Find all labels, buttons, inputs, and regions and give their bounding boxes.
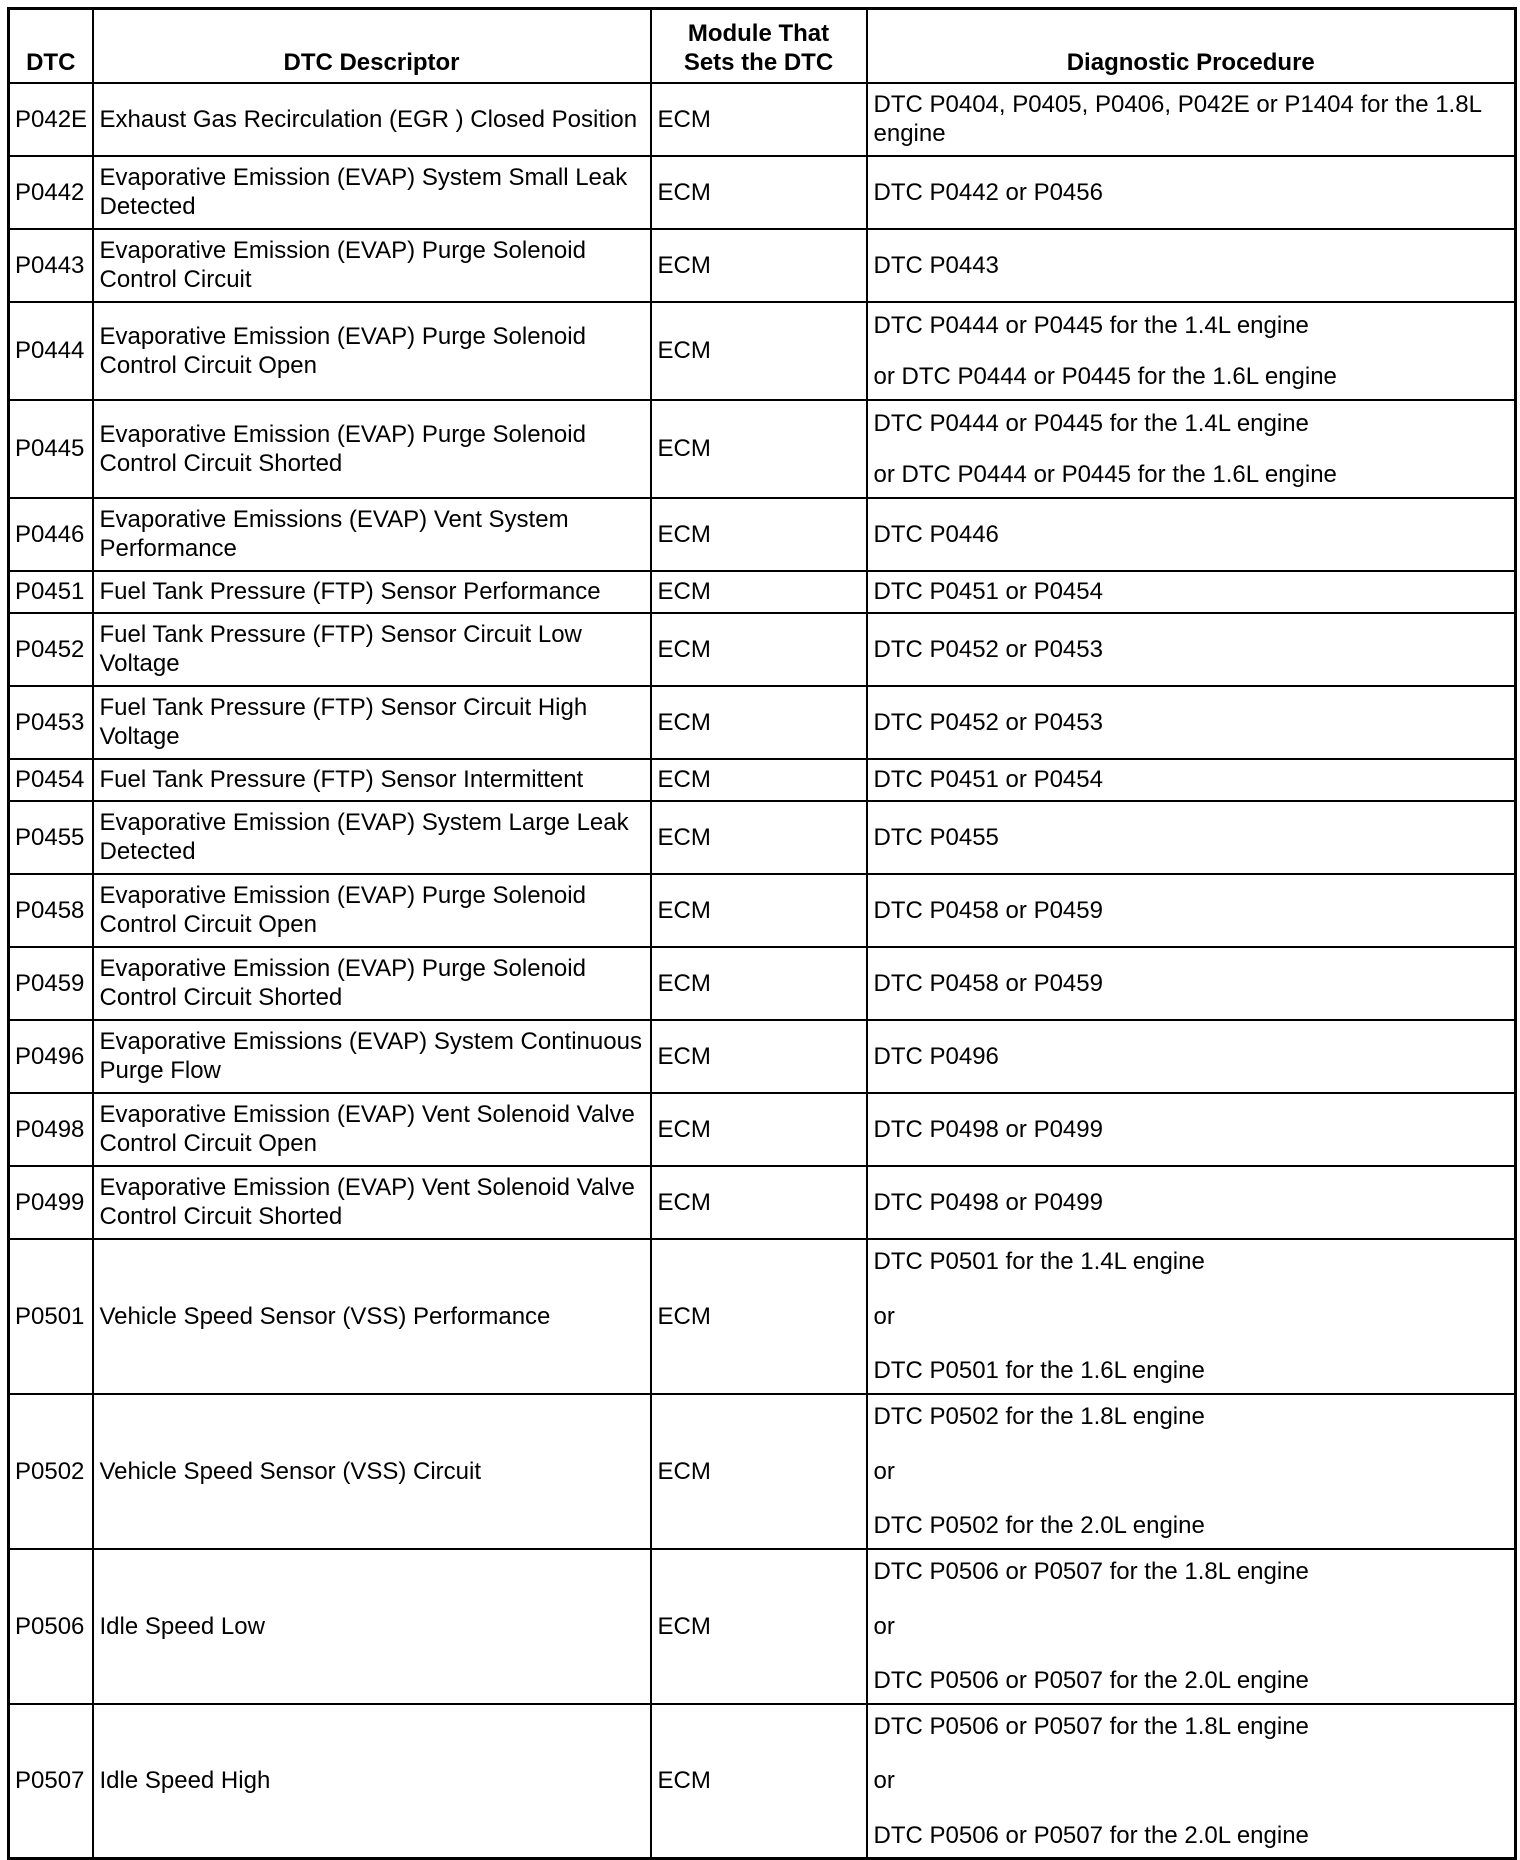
cell-module: ECM bbox=[651, 759, 867, 801]
cell-dtc-code: P0445 bbox=[9, 400, 93, 498]
cell-diagnostic-procedure bbox=[867, 1166, 1516, 1239]
table-row bbox=[9, 759, 1516, 801]
cell-dtc-descriptor: Evaporative Emissions (EVAP) System Continuous Purge Flow bbox=[93, 1020, 651, 1093]
cell-module: ECM bbox=[651, 156, 867, 229]
dtc-table bbox=[7, 7, 1517, 1860]
cell-dtc-code: P0459 bbox=[9, 947, 93, 1020]
procedure-line: DTC P0496 bbox=[873, 1042, 999, 1070]
procedure-lines bbox=[874, 1712, 1509, 1850]
procedure-lines bbox=[874, 251, 1509, 280]
procedure-lines bbox=[874, 178, 1509, 207]
procedure-line: or DTC P0444 or P0445 for the 1.6L engine bbox=[873, 460, 1337, 488]
cell-diagnostic-procedure bbox=[867, 83, 1516, 156]
table-row bbox=[9, 1394, 1516, 1549]
procedure-line: or bbox=[873, 1767, 895, 1795]
cell-dtc-descriptor: Evaporative Emission (EVAP) Purge Solenoid Control Circuit Open bbox=[93, 874, 651, 947]
cell-module: ECM bbox=[651, 571, 867, 613]
procedure-line: DTC P0455 bbox=[873, 823, 999, 851]
cell-module: ECM bbox=[651, 1394, 867, 1549]
procedure-line: DTC P0506 or P0507 for the 1.8L engine bbox=[873, 1712, 1309, 1740]
cell-dtc-descriptor: Fuel Tank Pressure (FTP) Sensor Circuit High Voltage bbox=[93, 686, 651, 759]
procedure-lines bbox=[874, 896, 1509, 925]
cell-module: ECM bbox=[651, 947, 867, 1020]
table-row bbox=[9, 498, 1516, 571]
procedure-lines bbox=[874, 520, 1509, 549]
procedure-line: DTC P0458 or P0459 bbox=[873, 896, 1103, 924]
cell-dtc-code: P042E bbox=[9, 83, 93, 156]
header-module-line-1: Module That bbox=[687, 19, 830, 47]
cell-module: ECM bbox=[651, 1020, 867, 1093]
cell-dtc-descriptor: Idle Speed High bbox=[93, 1704, 651, 1859]
cell-dtc-code: P0455 bbox=[9, 801, 93, 874]
table-header bbox=[9, 9, 1516, 83]
procedure-line: DTC P0442 or P0456 bbox=[873, 178, 1103, 206]
cell-diagnostic-procedure bbox=[867, 400, 1516, 498]
cell-dtc-code: P0502 bbox=[9, 1394, 93, 1549]
table-row bbox=[9, 1166, 1516, 1239]
table-row bbox=[9, 1093, 1516, 1166]
procedure-line: DTC P0506 or P0507 for the 2.0L engine bbox=[873, 1821, 1309, 1849]
header-row bbox=[9, 9, 1516, 83]
procedure-lines bbox=[874, 1247, 1509, 1385]
cell-diagnostic-procedure bbox=[867, 156, 1516, 229]
procedure-line: DTC P0443 bbox=[873, 251, 999, 279]
procedure-line: DTC P0502 for the 2.0L engine bbox=[873, 1512, 1205, 1539]
cell-dtc-descriptor: Fuel Tank Pressure (FTP) Sensor Performance bbox=[93, 571, 651, 613]
cell-dtc-descriptor: Evaporative Emission (EVAP) Purge Solenoid Control Circuit Shorted bbox=[93, 947, 651, 1020]
cell-dtc-descriptor: Vehicle Speed Sensor (VSS) Performance bbox=[93, 1239, 651, 1394]
cell-dtc-code: P0499 bbox=[9, 1166, 93, 1239]
cell-module: ECM bbox=[651, 498, 867, 571]
cell-dtc-descriptor: Evaporative Emission (EVAP) Purge Solenoid Control Circuit Open bbox=[93, 302, 651, 400]
cell-dtc-code: P0458 bbox=[9, 874, 93, 947]
cell-diagnostic-procedure bbox=[867, 801, 1516, 874]
table-row bbox=[9, 801, 1516, 874]
header-module bbox=[651, 9, 867, 83]
procedure-line: DTC P0506 or P0507 for the 1.8L engine bbox=[873, 1558, 1309, 1585]
cell-module: ECM bbox=[651, 801, 867, 874]
cell-dtc-code: P0446 bbox=[9, 498, 93, 571]
procedure-lines bbox=[874, 823, 1509, 852]
cell-module: ECM bbox=[651, 874, 867, 947]
procedure-lines bbox=[874, 1042, 1509, 1071]
procedure-line: DTC P0446 bbox=[873, 520, 999, 548]
procedure-lines bbox=[874, 1188, 1509, 1217]
header-descriptor: DTC Descriptor bbox=[93, 9, 651, 83]
cell-diagnostic-procedure bbox=[867, 1020, 1516, 1093]
cell-diagnostic-procedure bbox=[867, 571, 1516, 613]
cell-dtc-code: P0444 bbox=[9, 302, 93, 400]
procedure-lines bbox=[874, 311, 1509, 391]
cell-dtc-code: P0442 bbox=[9, 156, 93, 229]
procedure-line: or bbox=[873, 1612, 895, 1640]
table-row bbox=[9, 874, 1516, 947]
procedure-line: DTC P0444 or P0445 for the 1.4L engine bbox=[873, 409, 1309, 437]
procedure-line: or bbox=[873, 1302, 895, 1330]
cell-dtc-descriptor: Evaporative Emission (EVAP) System Large Leak Detected bbox=[93, 801, 651, 874]
cell-dtc-descriptor: Evaporative Emission (EVAP) System Small Leak Detected bbox=[93, 156, 651, 229]
cell-diagnostic-procedure bbox=[867, 498, 1516, 571]
cell-dtc-code: P0496 bbox=[9, 1020, 93, 1093]
procedure-line: DTC P0501 for the 1.4L engine bbox=[873, 1248, 1205, 1275]
procedure-lines bbox=[874, 708, 1509, 737]
procedure-line: DTC P0451 or P0454 bbox=[873, 578, 1103, 605]
procedure-line: DTC P0458 or P0459 bbox=[873, 969, 1103, 997]
cell-dtc-code: P0506 bbox=[9, 1549, 93, 1704]
cell-dtc-descriptor: Vehicle Speed Sensor (VSS) Circuit bbox=[93, 1394, 651, 1549]
table-row bbox=[9, 1704, 1516, 1859]
table-row bbox=[9, 1549, 1516, 1704]
cell-dtc-descriptor: Exhaust Gas Recirculation (EGR ) Closed Position bbox=[93, 83, 651, 156]
cell-diagnostic-procedure bbox=[867, 947, 1516, 1020]
table-row bbox=[9, 229, 1516, 302]
cell-module: ECM bbox=[651, 229, 867, 302]
header-dtc: DTC bbox=[9, 9, 93, 83]
cell-diagnostic-procedure bbox=[867, 1394, 1516, 1549]
procedure-line: DTC P0404, P0405, P0406, P042E or P1404 for the 1.8L engine bbox=[873, 91, 1482, 147]
cell-dtc-descriptor: Evaporative Emission (EVAP) Purge Solenoid Control Circuit Shorted bbox=[93, 400, 651, 498]
cell-module: ECM bbox=[651, 83, 867, 156]
header-procedure: Diagnostic Procedure bbox=[867, 9, 1516, 83]
cell-module: ECM bbox=[651, 613, 867, 686]
table-row bbox=[9, 400, 1516, 498]
cell-diagnostic-procedure bbox=[867, 686, 1516, 759]
cell-dtc-code: P0454 bbox=[9, 759, 93, 801]
cell-diagnostic-procedure bbox=[867, 229, 1516, 302]
procedure-line: DTC P0502 for the 1.8L engine bbox=[873, 1403, 1205, 1430]
procedure-line: DTC P0506 or P0507 for the 2.0L engine bbox=[873, 1667, 1309, 1694]
cell-diagnostic-procedure bbox=[867, 1239, 1516, 1394]
cell-dtc-code: P0501 bbox=[9, 1239, 93, 1394]
cell-dtc-descriptor: Fuel Tank Pressure (FTP) Sensor Intermittent bbox=[93, 759, 651, 801]
procedure-line: DTC P0498 or P0499 bbox=[873, 1115, 1103, 1143]
procedure-line: DTC P0451 or P0454 bbox=[873, 766, 1103, 793]
cell-module: ECM bbox=[651, 1093, 867, 1166]
cell-dtc-code: P0498 bbox=[9, 1093, 93, 1166]
cell-dtc-descriptor: Evaporative Emissions (EVAP) Vent System Performance bbox=[93, 498, 651, 571]
procedure-lines bbox=[874, 1402, 1509, 1540]
cell-dtc-code: P0453 bbox=[9, 686, 93, 759]
cell-module: ECM bbox=[651, 1704, 867, 1859]
procedure-lines bbox=[874, 90, 1509, 148]
cell-dtc-code: P0443 bbox=[9, 229, 93, 302]
table-row bbox=[9, 302, 1516, 400]
cell-module: ECM bbox=[651, 1549, 867, 1704]
cell-dtc-descriptor: Fuel Tank Pressure (FTP) Sensor Circuit Low Voltage bbox=[93, 613, 651, 686]
table-row bbox=[9, 83, 1516, 156]
procedure-lines bbox=[874, 1557, 1509, 1695]
procedure-lines bbox=[874, 765, 1509, 794]
cell-dtc-descriptor: Evaporative Emission (EVAP) Purge Solenoid Control Circuit bbox=[93, 229, 651, 302]
table-row bbox=[9, 1239, 1516, 1394]
cell-module: ECM bbox=[651, 1239, 867, 1394]
procedure-line: or bbox=[873, 1457, 895, 1485]
cell-diagnostic-procedure bbox=[867, 302, 1516, 400]
cell-diagnostic-procedure bbox=[867, 1704, 1516, 1859]
cell-module: ECM bbox=[651, 1166, 867, 1239]
cell-diagnostic-procedure bbox=[867, 1549, 1516, 1704]
procedure-lines bbox=[874, 409, 1509, 489]
procedure-lines bbox=[874, 969, 1509, 998]
table-row bbox=[9, 947, 1516, 1020]
procedure-lines bbox=[874, 635, 1509, 664]
cell-dtc-descriptor: Evaporative Emission (EVAP) Vent Solenoid Valve Control Circuit Shorted bbox=[93, 1166, 651, 1239]
cell-dtc-code: P0507 bbox=[9, 1704, 93, 1859]
cell-module: ECM bbox=[651, 302, 867, 400]
cell-diagnostic-procedure bbox=[867, 874, 1516, 947]
table-body bbox=[9, 83, 1516, 1859]
procedure-lines bbox=[874, 1115, 1509, 1144]
procedure-line: or DTC P0444 or P0445 for the 1.6L engine bbox=[873, 362, 1337, 390]
header-module-line-2: Sets the DTC bbox=[683, 48, 834, 76]
cell-diagnostic-procedure bbox=[867, 759, 1516, 801]
table-row bbox=[9, 613, 1516, 686]
cell-module: ECM bbox=[651, 400, 867, 498]
table-row bbox=[9, 571, 1516, 613]
procedure-line: DTC P0452 or P0453 bbox=[873, 708, 1103, 736]
procedure-line: DTC P0444 or P0445 for the 1.4L engine bbox=[873, 311, 1309, 339]
procedure-line: DTC P0452 or P0453 bbox=[873, 635, 1103, 663]
table-row bbox=[9, 156, 1516, 229]
cell-diagnostic-procedure bbox=[867, 1093, 1516, 1166]
cell-dtc-code: P0452 bbox=[9, 613, 93, 686]
procedure-line: DTC P0501 for the 1.6L engine bbox=[873, 1357, 1205, 1384]
table-row bbox=[9, 1020, 1516, 1093]
cell-dtc-code: P0451 bbox=[9, 571, 93, 613]
table-row bbox=[9, 686, 1516, 759]
cell-module: ECM bbox=[651, 686, 867, 759]
cell-diagnostic-procedure bbox=[867, 613, 1516, 686]
procedure-lines bbox=[874, 577, 1509, 606]
cell-dtc-descriptor: Evaporative Emission (EVAP) Vent Solenoid Valve Control Circuit Open bbox=[93, 1093, 651, 1166]
cell-dtc-descriptor: Idle Speed Low bbox=[93, 1549, 651, 1704]
procedure-line: DTC P0498 or P0499 bbox=[873, 1188, 1103, 1216]
